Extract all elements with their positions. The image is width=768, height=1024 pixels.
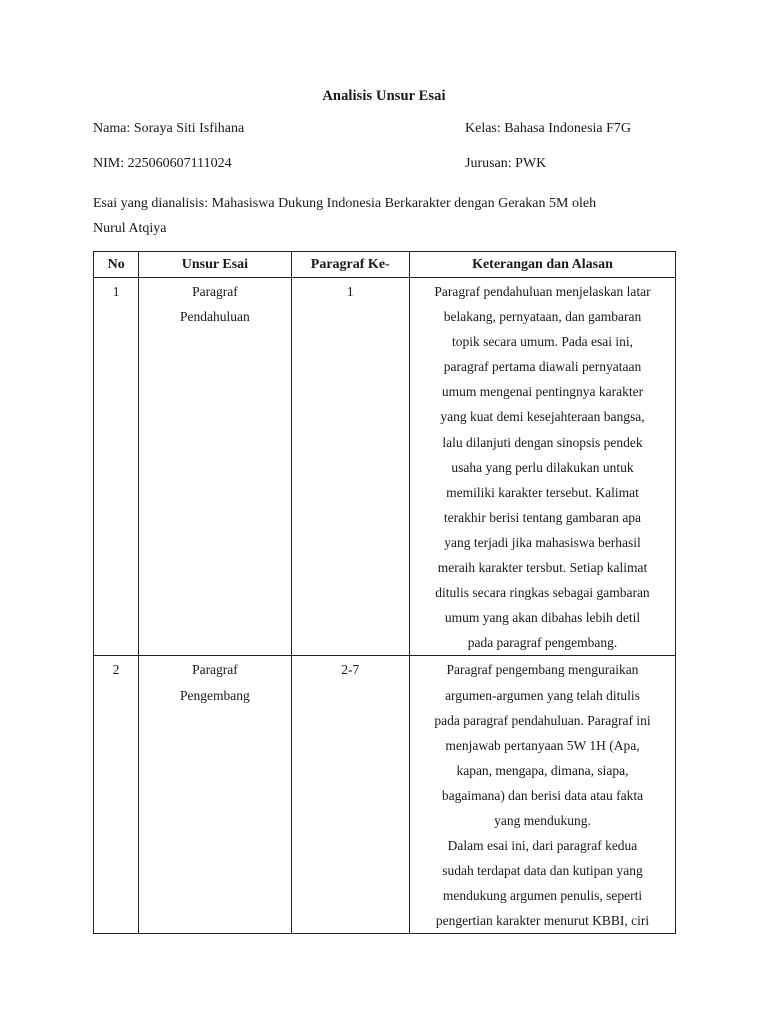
keterangan-line: mendukung argumen penulis, seperti <box>442 888 643 904</box>
keterangan-line: pengertian karakter menurut KBBI, ciri <box>435 913 650 929</box>
keterangan-line: yang mendukung. <box>494 812 591 828</box>
student-nim: NIM: 225060607111024 <box>93 156 232 171</box>
essay-line-1: Esai yang dianalisis: Mahasiswa Dukung Indonesia Berkarakter dengan Gerakan 5M oleh <box>93 196 597 211</box>
keterangan-line: ditulis secara ringkas sebagai gambaran <box>435 585 650 601</box>
unsur-line: Pengembang <box>180 687 250 703</box>
keterangan-line: yang kuat demi kesejahteraan bangsa, <box>440 409 645 425</box>
keterangan-line: Paragraf pendahuluan menjelaskan latar <box>434 284 651 299</box>
analyzed-essay-info <box>93 191 663 241</box>
table-row <box>94 656 676 934</box>
document-title: Analisis Unsur Esai <box>322 88 446 104</box>
keterangan-line: lalu dilanjuti dengan sinopsis pendek <box>442 434 643 450</box>
keterangan-line: Dalam esai ini, dari paragraf kedua <box>447 838 638 854</box>
table-row <box>94 278 676 656</box>
keterangan-line: umum mengenai pentingnya karakter <box>441 384 644 400</box>
student-info-row-1 <box>93 121 693 141</box>
unsur-line: Pendahuluan <box>180 309 250 325</box>
keterangan-line: sudah terdapat data dan kutipan yang <box>442 863 643 879</box>
cell-keterangan <box>409 656 675 934</box>
header-no: No <box>94 252 139 278</box>
keterangan-line: bagaimana) dan berisi data atau fakta <box>441 787 644 803</box>
student-class: Kelas: Bahasa Indonesia F7G <box>465 121 632 136</box>
keterangan-line: topik secara umum. Pada esai ini, <box>451 334 634 350</box>
student-major: Jurusan: PWK <box>465 156 547 171</box>
keterangan-line: pada paragraf pengembang. <box>467 635 618 651</box>
cell-paragraf: 2-7 <box>291 656 409 934</box>
keterangan-line: meraih karakter tersbut. Setiap kalimat <box>437 560 648 576</box>
cell-paragraf: 1 <box>291 278 409 656</box>
header-unsur-esai: Unsur Esai <box>139 252 291 278</box>
keterangan-line: yang terjadi jika mahasiswa berhasil <box>444 534 641 550</box>
keterangan-line: kapan, mengapa, dimana, siapa, <box>456 762 629 778</box>
header-keterangan: Keterangan dan Alasan <box>409 252 675 278</box>
unsur-line: Paragraf <box>192 662 238 678</box>
keterangan-line: Paragraf pengembang menguraikan <box>446 662 639 678</box>
keterangan-line: belakang, pernyataan, dan gambaran <box>443 309 642 325</box>
keterangan-line: paragraf pertama diawali pernyataan <box>443 359 642 375</box>
keterangan-line: memiliki karakter tersebut. Kalimat <box>446 484 639 500</box>
keterangan-line: argumen-argumen yang telah ditulis <box>445 687 640 703</box>
keterangan-line: pada paragraf pendahuluan. Paragraf ini <box>434 712 651 728</box>
cell-unsur <box>139 656 291 934</box>
keterangan-line: menjawab pertanyaan 5W 1H (Apa, <box>445 737 640 753</box>
keterangan-line: terakhir berisi tentang gambaran apa <box>443 509 642 525</box>
cell-no: 2 <box>94 656 139 934</box>
essay-line-2: Nurul Atqiya <box>93 221 167 236</box>
analysis-table <box>93 251 676 934</box>
cell-unsur <box>139 278 291 656</box>
student-info-row-2 <box>93 156 693 176</box>
cell-keterangan <box>409 278 675 656</box>
keterangan-line: usaha yang perlu dilakukan untuk <box>451 459 634 475</box>
student-name: Nama: Soraya Siti Isfihana <box>93 121 245 136</box>
cell-no: 1 <box>94 278 139 656</box>
header-paragraf-ke: Paragraf Ke- <box>291 252 409 278</box>
unsur-line: Paragraf <box>192 284 238 299</box>
keterangan-line: umum yang akan dibahas lebih detil <box>444 610 641 626</box>
table-header-row <box>94 252 676 278</box>
